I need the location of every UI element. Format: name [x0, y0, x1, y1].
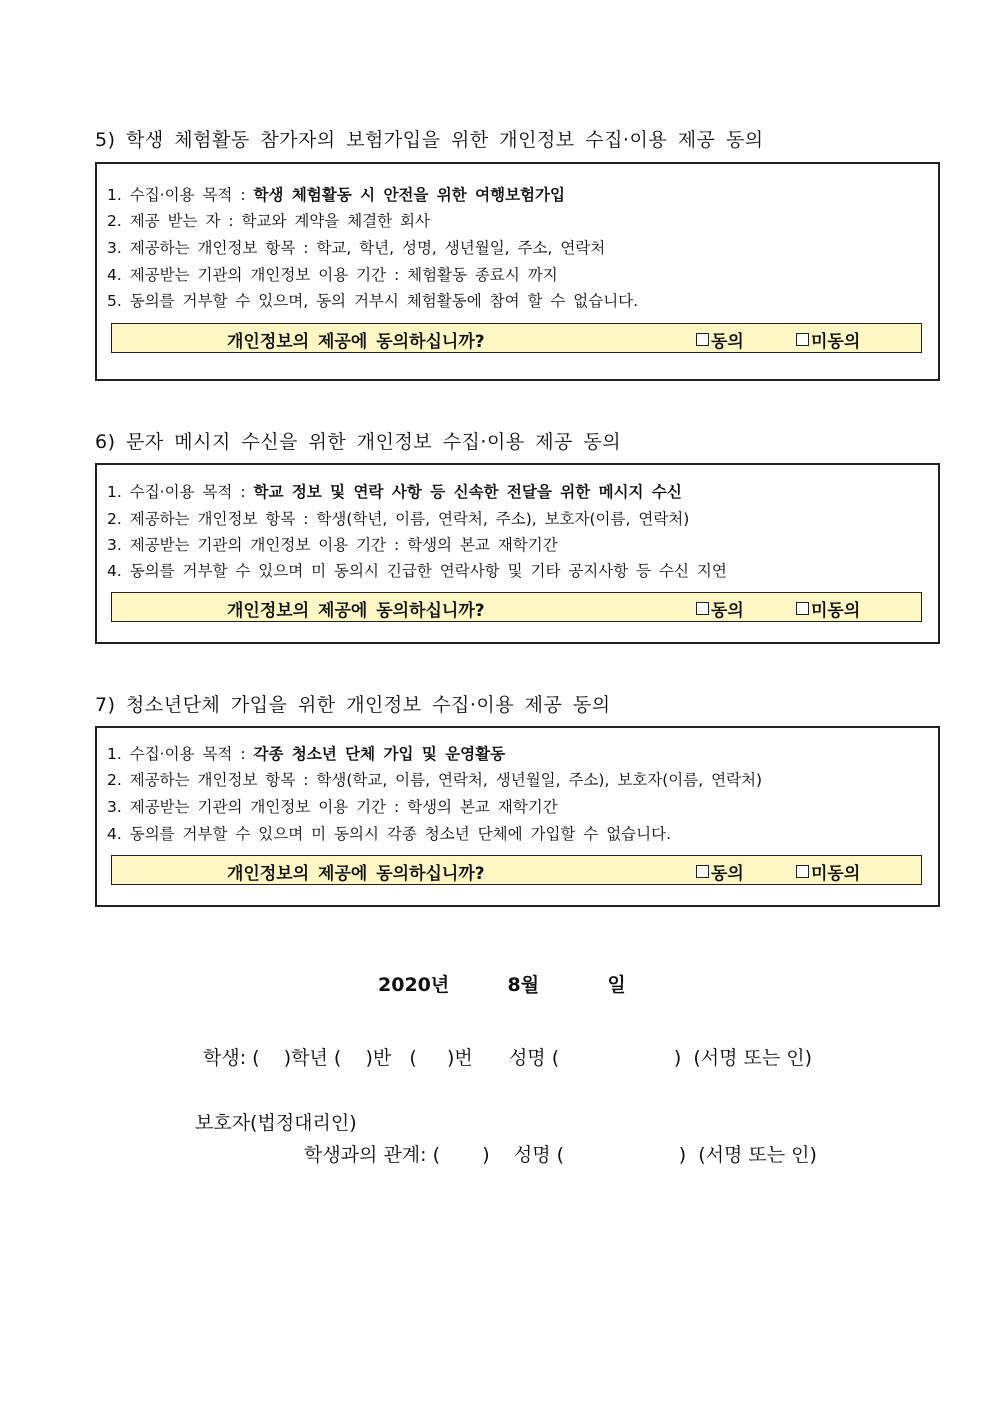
- section-7-line-4: 4. 동의를 거부할 수 있으며 미 동의시 각종 청소년 단체에 가입할 수 없습니다.: [107, 825, 672, 843]
- date-year: 2020년: [378, 974, 450, 996]
- section-7-line-1: 1. 수집·이용 목적 : 각종 청소년 단체 가입 및 운영활동: [107, 745, 506, 763]
- section-6-line-1: 1. 수집·이용 목적 : 학교 정보 및 연락 사항 등 신속한 전달을 위한 메시지 수신: [107, 483, 682, 501]
- section-7-line-2: 2. 제공하는 개인정보 항목 : 학생(학교, 이름, 연락처, 생년월일, 주소), 보호자(이름, 연락처): [107, 771, 763, 789]
- disagree-option[interactable]: 미동의: [796, 859, 860, 884]
- checkbox-icon[interactable]: [796, 865, 809, 878]
- section-5-title: 5) 학생 체험활동 참가자의 보험가입을 위한 개인정보 수집·이용 제공 동의: [95, 129, 764, 151]
- section-5-line-3: 3. 제공하는 개인정보 항목 : 학교, 학년, 성명, 생년월일, 주소, 연락처: [107, 239, 606, 257]
- section-5-line-4: 4. 제공받는 기관의 개인정보 이용 기간 : 체험활동 종료시 까지: [107, 266, 558, 284]
- agree-option[interactable]: 동의: [696, 327, 744, 352]
- date-line: [378, 970, 626, 997]
- section-6-title: 6) 문자 메시지 수신을 위한 개인정보 수집·이용 제공 동의: [95, 431, 622, 453]
- checkbox-icon[interactable]: [796, 333, 809, 346]
- disagree-option[interactable]: 미동의: [796, 596, 860, 621]
- guardian-signature-line[interactable]: 학생과의 관계: ( ) 성명 ( ) (서명 또는 인): [304, 1144, 817, 1166]
- checkbox-icon[interactable]: [796, 602, 809, 615]
- checkbox-icon[interactable]: [696, 602, 709, 615]
- agree-option[interactable]: 동의: [696, 596, 744, 621]
- agree-option[interactable]: 동의: [696, 859, 744, 884]
- section-6-line-3: 3. 제공받는 기관의 개인정보 이용 기간 : 학생의 본교 재학기간: [107, 536, 558, 554]
- section-5-consent-bar: [111, 323, 922, 353]
- section-7-box: [95, 726, 940, 907]
- section-5-box: [95, 162, 940, 381]
- section-5-line-2: 2. 제공 받는 자 : 학교와 계약을 체결한 회사: [107, 212, 430, 230]
- section-6-box: [95, 463, 940, 644]
- section-7-line-3: 3. 제공받는 기관의 개인정보 이용 기간 : 학생의 본교 재학기간: [107, 798, 558, 816]
- checkbox-icon[interactable]: [696, 333, 709, 346]
- guardian-label: 보호자(법정대리인): [195, 1112, 357, 1134]
- date-month: 8월: [507, 974, 540, 996]
- section-6-consent-bar: [111, 592, 922, 622]
- checkbox-icon[interactable]: [696, 865, 709, 878]
- date-day: 일: [607, 974, 626, 996]
- section-6-line-4: 4. 동의를 거부할 수 있으며 미 동의시 긴급한 연락사항 및 기타 공지사항 등 수신 지연: [107, 562, 727, 580]
- section-7-title: 7) 청소년단체 가입을 위한 개인정보 수집·이용 제공 동의: [95, 694, 611, 716]
- section-7-consent-bar: [111, 855, 922, 885]
- section-6-line-2: 2. 제공하는 개인정보 항목 : 학생(학년, 이름, 연락처, 주소), 보호자(이름, 연락처): [107, 510, 690, 528]
- disagree-option[interactable]: 미동의: [796, 327, 860, 352]
- section-5-line-1: 1. 수집·이용 목적 : 학생 체험활동 시 안전을 위한 여행보험가입: [107, 186, 565, 204]
- consent-question: 개인정보의 제공에 동의하십니까?: [227, 864, 485, 884]
- student-signature-line[interactable]: 학생: ( )학년 ( )반 ( )번 성명 ( ) (서명 또는 인): [203, 1047, 813, 1069]
- consent-question: 개인정보의 제공에 동의하십니까?: [227, 601, 485, 621]
- section-5-line-5: 5. 동의를 거부할 수 있으며, 동의 거부시 체험활동에 참여 할 수 없습니다.: [107, 292, 639, 310]
- consent-question: 개인정보의 제공에 동의하십니까?: [227, 332, 485, 352]
